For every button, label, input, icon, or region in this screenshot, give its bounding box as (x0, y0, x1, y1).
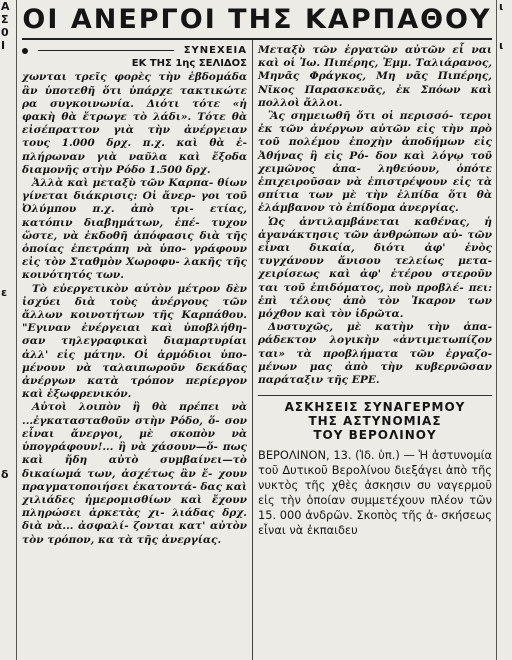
edge-glyph (0, 156, 16, 169)
edge-glyph (0, 390, 16, 403)
headline-rule (22, 38, 492, 40)
edge-glyph: δ (1, 468, 9, 481)
edge-glyph (497, 403, 512, 416)
edge-glyph (0, 260, 16, 273)
edge-glyph (497, 338, 512, 351)
paragraph: Τὸ εὐεργετικὸν αὐτὸν μέτρον δὲν ἰσχύει διὰ τοὺς ἀνέργους τῶν ἄλλων κοινοτήτων τῆς Καρπάθου. "Εγιναν ἐνέργειαι καὶ ὑποβλήθη- σαν τηλεγραφικαὶ διαμαρτυρίαι ἀλλ' εἰς μάτην. Οἱ ἁρμόδιοι ὑπο- μένουν νὰ ταλαιπωροῦν δεκάδας ἀνέργων κατὰ τρόπον περίεργον καὶ ἐξωφρενικόν. (22, 282, 247, 401)
edge-glyph (0, 533, 16, 546)
headline-line: ΤΟΥ ΒΕΡΟΛΙΝΟΥ (313, 428, 437, 443)
edge-glyph (497, 221, 512, 234)
edge-glyph (497, 260, 512, 273)
edge-glyph (0, 351, 16, 364)
edge-glyph (497, 390, 512, 403)
story-text: — Ἡ ἀστυνομία τοῦ Δυτικοῦ Βερολίνου διεξάγει ἀπὸ τῆς νυκτὸς τῆς χθὲς ἀσκησιν συ ναγερμοῦ εἰς τὴν ὁποίαν συμμετέχουν πλέον τῶν 15. 000 ἀνδρῶν. Σκοπὸς τῆς ἀ- σκήσεως εἶναι νὰ ἐκπαιδευ (258, 448, 492, 538)
dateline: ΒΕΡΟΛΙΝΟΝ, 13. (Ἰδ. ὑπ.) (258, 448, 400, 463)
edge-glyph (497, 130, 512, 143)
right-column (258, 44, 492, 538)
edge-glyph (497, 182, 512, 195)
headline-line: ΤΗΣ ΑΣΤΥΝΟΜΙΑΣ (308, 414, 442, 429)
edge-glyph (0, 624, 16, 637)
edge-glyph (497, 325, 512, 338)
edge-glyph (497, 637, 512, 650)
edge-glyph (497, 429, 512, 442)
edge-glyph (0, 312, 16, 325)
edge-glyph (497, 299, 512, 312)
second-story-body (258, 448, 492, 538)
left-edge-fragment (0, 0, 17, 660)
edge-glyph (497, 572, 512, 585)
edge-glyph (497, 481, 512, 494)
edge-glyph (0, 481, 16, 494)
edge-glyph (0, 338, 16, 351)
headline-line: ΑΣΚΗΣΕΙΣ ΣΥΝΑΓΕΡΜΟΥ (284, 400, 466, 415)
edge-glyph (0, 429, 16, 442)
edge-glyph (0, 455, 16, 468)
edge-glyph (0, 637, 16, 650)
edge-glyph (0, 169, 16, 182)
edge-glyph (0, 572, 16, 585)
edge-glyph (497, 624, 512, 637)
paragraph: Αὐτοὶ λοιπὸν ἢ θὰ πρέπει νὰ ...ἐγκατασταθοῦν στὴν Ρόδο, ὅ- σον εἶναι ἄνεργοι, μὲ σκοπὸν νὰ ὑπογράφουν!... ἢ νὰ χάσουν—ὅ- πως καὶ ἤδη αὐτὸ συμβαίνει—τὸ δικαίωμά των, ἀσχέτως ἂν ἔ- χουν πραγματοποιήσει ἑκατοντά- δας καὶ χιλιάδες ἡμερομισθίων καὶ ἔχουν πληρώσει ἀρκετὰς χι- λιάδας δρχ. διὰ νὰ... ἀσφαλί- ζονται κατ' αὐτὸν τὸν τρόπον, κα τὰ τῆς ἀνεργίας. (22, 401, 247, 546)
edge-glyph: Α (1, 0, 10, 13)
edge-glyph (497, 78, 512, 91)
edge-glyph (497, 559, 512, 572)
left-column (22, 44, 247, 547)
edge-glyph (497, 65, 512, 78)
right-edge-fragment (496, 0, 512, 660)
edge-glyph (497, 169, 512, 182)
edge-glyph (497, 507, 512, 520)
edge-glyph (0, 91, 16, 104)
edge-glyph (497, 273, 512, 286)
edge-glyph (0, 273, 16, 286)
edge-glyph (0, 585, 16, 598)
edge-glyph (0, 494, 16, 507)
second-story-headline (258, 400, 492, 442)
edge-glyph (0, 221, 16, 234)
edge-glyph (497, 208, 512, 221)
edge-glyph (497, 377, 512, 390)
edge-glyph (0, 117, 16, 130)
paragraph: Μεταξὺ τῶν ἐργατῶν αὐτῶν εἶ ναι καὶ οἱ Ἰω. Πιπέρης, Ἐμμ. Ταλιάρανος, Μηνᾶς Φράγκος, Μη νᾶς Πιπέρης, Νῖκος Παρασκευᾶς, ἐκ Σπόων καὶ πολλοὶ ἄλλοι. (258, 44, 492, 109)
edge-glyph (497, 117, 512, 130)
edge-glyph (497, 13, 512, 26)
edge-glyph: ε (1, 286, 8, 299)
edge-glyph: Σ (1, 13, 9, 26)
edge-glyph (0, 377, 16, 390)
column-divider (252, 40, 253, 660)
edge-glyph (0, 78, 16, 91)
story-separator (258, 395, 492, 396)
edge-glyph (0, 364, 16, 377)
article-headline: ΟΙ ΑΝΕΡΓΟΙ ΤΗΣ ΚΑΡΠΑΘΟΥ (22, 4, 492, 35)
edge-glyph (497, 351, 512, 364)
edge-glyph (0, 559, 16, 572)
edge-glyph (497, 247, 512, 260)
edge-glyph (0, 325, 16, 338)
edge-glyph: Ι (1, 39, 6, 52)
edge-glyph (0, 130, 16, 143)
edge-glyph (0, 416, 16, 429)
edge-glyph (497, 312, 512, 325)
edge-glyph (497, 533, 512, 546)
edge-glyph (497, 546, 512, 559)
edge-glyph: ι (499, 0, 504, 13)
edge-glyph (0, 546, 16, 559)
edge-glyph (0, 182, 16, 195)
edge-glyph (0, 611, 16, 624)
edge-glyph (497, 598, 512, 611)
edge-glyph (0, 598, 16, 611)
continuation-marker (22, 44, 247, 57)
edge-glyph (497, 442, 512, 455)
edge-glyph (497, 156, 512, 169)
paragraph: χωνται τρεῖς φορὲς τὴν ἑβδομάδα ἂν ὑποτεθῆ ὅτι ὑπάρχε τακτικώτε ρα συγκοινωνία. Διότι τότε «ἡ φακὴ θὰ ἔτρωγε τὸ λάδι». Τότε θὰ εἰσέπραττον γιὰ τὴν ἀνέργειαν τους 1.000 δρχ. π.χ. καὶ θὰ ἐ- πλήρωναν γιὰ ναῦλα καὶ ἔξοδα διαμονῆς στὴν Ρόδο 1.500 δρχ. (22, 71, 247, 176)
edge-glyph (497, 91, 512, 104)
edge-glyph (497, 364, 512, 377)
edge-glyph (0, 104, 16, 117)
edge-glyph (0, 520, 16, 533)
edge-glyph (497, 143, 512, 156)
continued-label: ΣΥΝΕΧΕΙΑ (183, 45, 247, 56)
edge-glyph (497, 416, 512, 429)
continuation-rule (38, 50, 174, 51)
edge-glyph (0, 52, 16, 65)
from-page-label: ΕΚ ΤΗΣ 1ης ΣΕΛΙΔΟΣ (131, 58, 247, 70)
edge-glyph (497, 286, 512, 299)
edge-glyph (497, 611, 512, 624)
edge-glyph (497, 520, 512, 533)
paragraph: Ἂς σημειωθῆ ὅτι οἱ περισσό- τεροι ἐκ τῶν ἀνέργων αὐτῶν εἰς τὴν πρὸ τοῦ πολέμου ἐποχὴν ἀποδήμων εἰς Ἀθήνας ἢ εἰς Ρό- δον καὶ λόγῳ τοῦ χειμῶνος ἀπα- ληθεύουν, ὁπότε ἐπιχειροῦσαν νὰ ἐπιστρέψουν εἰς τὰ σπίτια των μὲ τὴν ἐλπίδα ὅτι θὰ ἐλάμβανον τὸ ἐπίδομα ἀνεργίας. (258, 110, 492, 215)
edge-glyph (0, 208, 16, 221)
edge-glyph: ι (499, 39, 504, 52)
edge-glyph (497, 234, 512, 247)
edge-glyph (497, 468, 512, 481)
paragraph: Ὡς ἀντιλαμβάνεται καθένας, ἡ ἀγανάκτησις τῶν ἀνθρώπων αὐ- τῶν εἶναι δικαία, διότι ἀφ' ἑνὸς τυγχάνουν ἄνισου τελείως μετα- χειρίσεως καὶ ἀφ' ἑτέρου στεροῦν ται τοῦ ἐπιδόματος, ποὺ προβλέ- πει: ἐπὶ τέλους ἀπὸ τὸν Ἰκαρον των μόχθον καὶ τὸν ἱδρῶτα. (258, 215, 492, 321)
edge-glyph (497, 585, 512, 598)
edge-glyph (0, 65, 16, 78)
edge-glyph (0, 403, 16, 416)
edge-glyph (0, 507, 16, 520)
edge-glyph (497, 494, 512, 507)
edge-glyph (0, 143, 16, 156)
edge-glyph (497, 104, 512, 117)
edge-glyph (497, 52, 512, 65)
edge-glyph (0, 442, 16, 455)
edge-glyph (497, 26, 512, 39)
edge-glyph (497, 455, 512, 468)
edge-glyph (0, 650, 16, 660)
bullet-icon (22, 48, 28, 54)
edge-glyph (0, 299, 16, 312)
paragraph: Ἀλλὰ καὶ μεταξὺ τῶν Καρπα- θίων γίνεται διάκρισις: Οἱ ἄνερ- γοι τοῦ Ὀλύμπου π.χ. ἀπὸ τρι- ετίας, κατόπιν διαβημάτων, ἐπέ- τυχον ὥστε, νὰ ἐκδοθῆ ἀπόφασις διὰ τῆς ὁποίας ἐπετράπη νὰ ὑπο- γράφουν εἰς τὸν Σταθμὸν Χωροφυ- λακῆς τῆς κοινότητός των. (22, 177, 247, 282)
paragraph: Δυστυχῶς, μὲ κατὴν τὴν ἀπα- ράδεκτον λογικὴν «ἀντιμετωπίζον ται» τὰ προβλήματα τῶν ἐργαζο- μένων μας ἀπὸ τὴν κυβερνῶσαν παράταξιν τῆς ΕΡΕ. (258, 321, 492, 387)
edge-glyph (0, 195, 16, 208)
edge-glyph (0, 247, 16, 260)
edge-glyph: 0 (1, 26, 9, 39)
edge-glyph (0, 234, 16, 247)
edge-glyph (497, 195, 512, 208)
